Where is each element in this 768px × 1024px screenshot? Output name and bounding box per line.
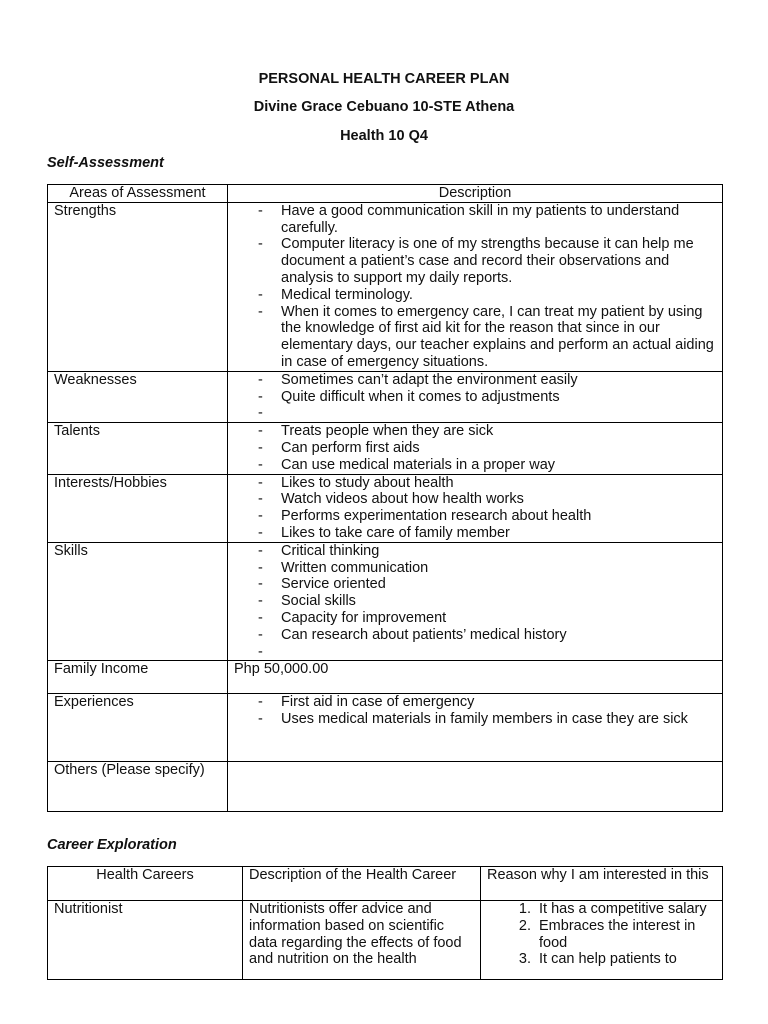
- list-item: - Likes to study about health: [234, 475, 716, 492]
- career-exploration-heading: Career Exploration: [47, 837, 177, 853]
- list-item: - Can use medical materials in a proper way: [234, 457, 716, 474]
- column-header-description: Description: [228, 185, 723, 203]
- list-item: - Computer literacy is one of my strengths because it can help me document a patient’s case and record their observations and analysis to support my daily reports.: [234, 236, 716, 286]
- area-cell: Interests/Hobbies: [48, 474, 228, 542]
- table-row-strengths: [48, 202, 723, 371]
- table-row-experiences: [48, 694, 723, 762]
- author-line: Divine Grace Cebuano 10-STE Athena: [253, 99, 515, 115]
- list-item: - Can perform first aids: [234, 440, 716, 457]
- list-item: - Quite difficult when it comes to adjustments: [234, 389, 716, 406]
- list-item: - Capacity for improvement: [234, 610, 716, 627]
- list-item: - Critical thinking: [234, 543, 716, 560]
- table-header-row: [48, 867, 723, 901]
- career-description-cell: Nutritionists offer advice and information based on scientific data regarding the effects of food and nutrition on the health: [243, 901, 481, 980]
- list-item: - Treats people when they are sick: [234, 423, 716, 440]
- table-row-talents: [48, 423, 723, 474]
- description-cell: [228, 542, 723, 661]
- description-cell: [228, 202, 723, 371]
- list-item: - Likes to take care of family member: [234, 525, 716, 542]
- description-cell: Php 50,000.00: [228, 661, 723, 694]
- table-row-family-income: [48, 661, 723, 694]
- self-assessment-heading: Self-Assessment: [47, 155, 164, 171]
- list-item: - Can research about patients’ medical history: [234, 627, 716, 644]
- list-item: - Sometimes can’t adapt the environment easily: [234, 372, 716, 389]
- document-title: PERSONAL HEALTH CAREER PLAN: [258, 71, 510, 87]
- career-exploration-table: [47, 866, 723, 980]
- area-cell: Weaknesses: [48, 371, 228, 422]
- list-item-empty: [234, 644, 716, 661]
- reason-cell: [481, 901, 723, 980]
- area-cell: Talents: [48, 423, 228, 474]
- column-header-description: Description of the Health Career: [243, 867, 481, 901]
- list-item: - Social skills: [234, 593, 716, 610]
- column-header-career: Health Careers: [48, 867, 243, 901]
- list-item: - Have a good communication skill in my patients to understand carefully.: [234, 203, 716, 237]
- description-cell: [228, 423, 723, 474]
- column-header-area: Areas of Assessment: [48, 185, 228, 203]
- table-row-interests: [48, 474, 723, 542]
- list-item: - Performs experimentation research about health: [234, 508, 716, 525]
- list-item: - First aid in case of emergency: [234, 694, 716, 711]
- description-cell: [228, 371, 723, 422]
- table-header-row: [48, 185, 723, 203]
- area-cell: Others (Please specify): [48, 762, 228, 812]
- area-cell: Skills: [48, 542, 228, 661]
- description-cell: [228, 694, 723, 762]
- list-item-empty: [234, 405, 716, 422]
- list-item: - Service oriented: [234, 576, 716, 593]
- list-item: - Uses medical materials in family members in case they are sick: [234, 711, 716, 728]
- list-item: - Medical terminology.: [234, 287, 716, 304]
- list-item: - Watch videos about how health works: [234, 491, 716, 508]
- self-assessment-table: [47, 184, 723, 812]
- description-cell: [228, 474, 723, 542]
- course-line: Health 10 Q4: [340, 128, 428, 144]
- area-cell: Family Income: [48, 661, 228, 694]
- table-row-skills: [48, 542, 723, 661]
- table-row-weaknesses: [48, 371, 723, 422]
- list-item: 3. It can help patients to: [535, 951, 716, 968]
- table-row: [48, 901, 723, 980]
- area-cell: Experiences: [48, 694, 228, 762]
- description-cell: [228, 762, 723, 812]
- list-item: - When it comes to emergency care, I can treat my patient by using the knowledge of first aid kit for the reason that since in our elementary days, our teacher explains and perform an actual aiding in case of emergency situations.: [234, 304, 716, 371]
- column-header-reason: Reason why I am interested in this: [481, 867, 723, 901]
- area-cell: Strengths: [48, 202, 228, 371]
- list-item: - Written communication: [234, 560, 716, 577]
- list-item: 1. It has a competitive salary: [535, 901, 716, 918]
- career-cell: Nutritionist: [48, 901, 243, 980]
- table-row-others: [48, 762, 723, 812]
- list-item: 2. Embraces the interest in food: [535, 918, 716, 952]
